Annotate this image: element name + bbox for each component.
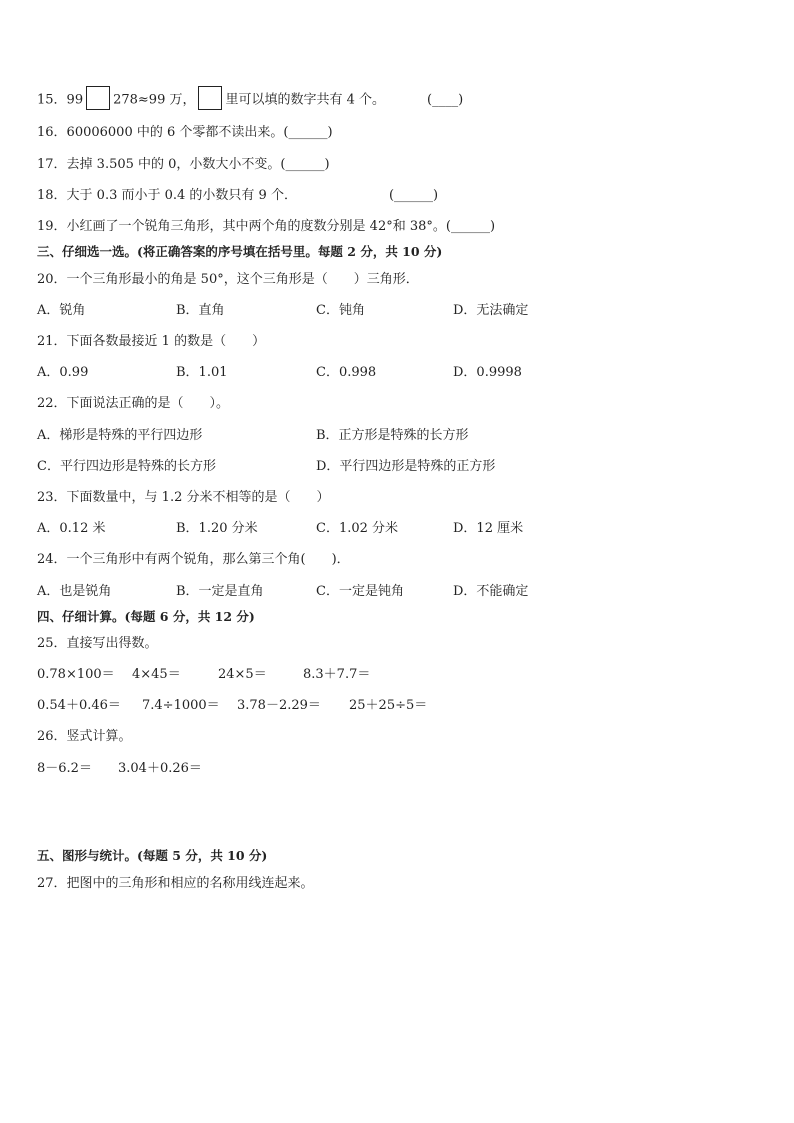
question-19: 19．小红画了一个锐角三角形，其中两个角的度数分别是 42°和 38°。(______) — [37, 219, 496, 234]
question-21: 21．下面各数最接近 1 的数是（ ） — [37, 334, 266, 349]
answer-blank[interactable]: (____) — [427, 92, 464, 108]
option-a[interactable]: A．也是锐角 — [37, 584, 112, 599]
option-b[interactable]: B．1.20 分米 — [176, 521, 258, 536]
question-25: 25．直接写出得数。 — [37, 636, 158, 651]
option-a[interactable]: A．梯形是特殊的平行四边形 — [37, 428, 203, 443]
question-16: 16．60006000 中的 6 个零都不读出来。(______) — [37, 125, 333, 140]
calc-item: 3.04＋0.26＝ — [118, 761, 202, 776]
option-d[interactable]: D．无法确定 — [453, 303, 529, 318]
calc-item: 4×45＝ — [132, 667, 181, 682]
option-c[interactable]: C．平行四边形是特殊的长方形 — [37, 459, 216, 474]
question-18 — [37, 187, 438, 205]
calc-item: 8－6.2＝ — [37, 761, 92, 776]
option-c[interactable]: C．1.02 分米 — [316, 521, 399, 536]
option-a[interactable]: A．锐角 — [37, 303, 86, 318]
calc-item: 0.54＋0.46＝ — [37, 698, 121, 713]
question-23: 23．下面数量中，与 1.2 分米不相等的是（ ） — [37, 490, 330, 505]
calc-item: 8.3＋7.7＝ — [303, 667, 371, 682]
option-b[interactable]: B．一定是直角 — [176, 584, 264, 599]
answer-box[interactable] — [86, 86, 110, 110]
option-c[interactable]: C．0.998 — [316, 365, 377, 380]
option-b[interactable]: B．1.01 — [176, 365, 228, 380]
q15-number: 15．99 — [37, 92, 84, 108]
option-d[interactable]: D．0.9998 — [453, 365, 522, 380]
question-27: 27．把图中的三角形和相应的名称用线连起来。 — [37, 876, 314, 891]
answer-blank[interactable]: (______) — [388, 188, 439, 203]
calc-item: 24×5＝ — [218, 667, 267, 682]
question-22: 22．下面说法正确的是（ ）。 — [37, 396, 230, 411]
option-d[interactable]: D．12 厘米 — [453, 521, 524, 536]
option-c[interactable]: C．一定是钝角 — [316, 584, 404, 599]
question-24: 24．一个三角形中有两个锐角，那么第三个角( )． — [37, 552, 350, 567]
question-15 — [37, 88, 463, 112]
option-a[interactable]: A．0.12 米 — [37, 521, 106, 536]
answer-box[interactable] — [198, 86, 222, 110]
calc-item: 3.78－2.29＝ — [237, 698, 321, 713]
section-3-title: 三、仔细选一选。(将正确答案的序号填在括号里。每题 2 分，共 10 分) — [37, 244, 443, 259]
section-5-title: 五、图形与统计。(每题 5 分，共 10 分) — [37, 848, 268, 863]
option-d[interactable]: D．平行四边形是特殊的正方形 — [316, 459, 496, 474]
option-a[interactable]: A．0.99 — [37, 365, 89, 380]
option-c[interactable]: C．钝角 — [316, 303, 365, 318]
calc-item: 0.78×100＝ — [37, 667, 115, 682]
option-b[interactable]: B．直角 — [176, 303, 225, 318]
question-20: 20．一个三角形最小的角是 50°，这个三角形是（ ）三角形． — [37, 272, 419, 287]
q15-middle: 278≈99 万， — [113, 92, 196, 108]
calc-item: 25＋25÷5＝ — [349, 698, 428, 713]
calc-item: 7.4÷1000＝ — [142, 698, 220, 713]
section-4-title: 四、仔细计算。(每题 6 分，共 12 分) — [37, 609, 255, 624]
question-17: 17．去掉 3.505 中的 0，小数大小不变。(______) — [37, 157, 330, 172]
q18-text: 18．大于 0.3 而小于 0.4 的小数只有 9 个． — [37, 188, 297, 203]
question-26: 26．竖式计算。 — [37, 729, 132, 744]
option-b[interactable]: B．正方形是特殊的长方形 — [316, 428, 469, 443]
q15-tail: 里可以填的数字共有 4 个。 — [225, 92, 386, 108]
option-d[interactable]: D．不能确定 — [453, 584, 529, 599]
